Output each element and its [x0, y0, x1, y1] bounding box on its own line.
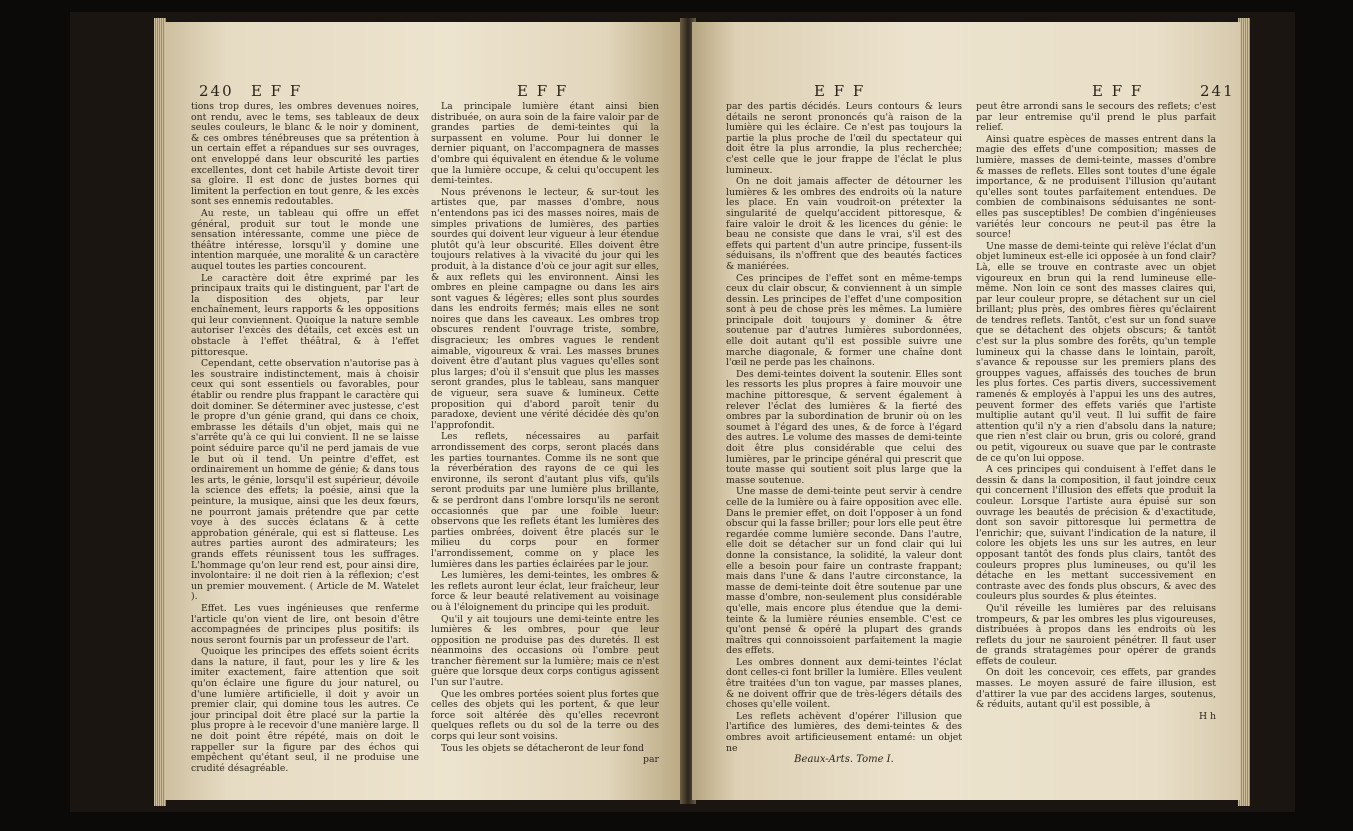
signature-mark: H h [1198, 710, 1216, 722]
paragraph: Les reflets, nécessaires au parfait arrondissement des corps, seront placés dans les parties tournantes. Comme ils ne sont que la réverbération des rayons de ce qui les environne, ils seront d'autant plus vifs, qu'ils seront produits par une lumière plus brillante, & se perdront dans l'ombre lorsqu'ils ne seront occasionnés que par une foible lueur: observons que les reflets étant les lumières des parties ombrées, doivent être placés sur le milieu du corps pour en former l'arrondissement, comme on y place les lumières dans les parties éclairées par le jour. [431, 431, 659, 570]
paragraph: Cependant, cette observation n'autorise pas à les soustraire indistinctement, mais à choisir ceux qui sont essentiels ou favorables, pour établir ou rendre plus frappant le caractère qui doit dominer. Se déterminer avec justesse, c'est le propre d'un génie grand, qui dans ce choix, embrasse les détails d'un objet, mais qui ne s'arrête qu'à ce qui lui convient. Il ne se laisse point séduire parce qu'il ne perd jamais de vue le but où il tend. Un peintre d'effet, est ordinairement un homme de génie; & dans tous les arts, le génie, lorsqu'il est supérieur, dévoile la science des effets; la poésie, ainsi que la peinture, la musique, ainsi que les deux fœurs, ne pourront jamais prétendre que par cette voye à des succès éclatans & à cette approbation générale, qui est si flatteuse. Les autres parties auront des admirateurs; les grands effets réunissent tous les suffrages. L'hommage qu'on leur rend est, pour ainsi dire, involontaire: il ne doit rien à la réflexion; c'est un premier mouvement. ( Article de M. Watelet ). [191, 358, 419, 603]
paragraph: Au reste, un tableau qui offre un effet général, produit sur tout le monde une sensation intéressante, comme une pièce de théâtre intéresse, lorsqu'il y domine une intention marquée, une moralité & un caractère auquel toutes les parties concourent. [191, 207, 419, 272]
paragraph: peut être arrondi sans le secours des reflets; c'est par leur entremise qu'il prend le plus parfait relief. [976, 101, 1216, 134]
running-head-left: E F F [251, 82, 303, 100]
paragraph: Quoique les principes des effets soient écrits dans la nature, il faut, pour les y lire & les imiter exactement, faire attention que soit qu'on éclaire une figure du jour naturel, ou d'une lumière artificielle, il doit y avoir un premier clair, qui domine tous les autres. Ce jour principal doit être placé sur la partie la plus propre à le recevoir d'une manière large. Il ne doit point être répété, mais on doit le rappeller sur la figure par des échos qui empêchent qu'étant seul, il ne produise une crudité désagréable. [191, 646, 419, 774]
paragraph: Qu'il réveille les lumières par des reluisans trompeurs, & par les ombres les plus vigoureuses, distribuées à propos dans les endroits où les reflets du jour ne sauroient pénétrer. Il faut user de grands stratagèmes pour opérer de grands effets de couleur. [976, 602, 1216, 667]
right-page [692, 22, 1240, 800]
page-number-right: 241 [1200, 82, 1235, 100]
left-column-1 [191, 102, 419, 775]
paragraph: Le caractère doit être exprimé par les principaux traits qui le distinguent, par l'art de la disposition des objets, par leur enchaînement, leurs rapports & les oppositions qui leur conviennent. Quoique la nature semble autoriser l'excès des détails, cet excès est un obstacle à l'effet théâtral, & à l'effet pittoresque. [191, 272, 419, 358]
paragraph: Les reflets achèvent d'opérer l'illusion que l'artifice des lumières, des demi-teintes & des ombres avoit artificieusement entamé: un objet ne [726, 710, 962, 754]
paragraph: tions trop dures, les ombres devenues noires, ont rendu, avec le tems, ses tableaux de deux seules couleurs, le blanc & le noir y dominent, & ces ombres ténébreuses que sa prétention à un certain effet a répandues sur ses ouvrages, ont enveloppé dans leur obscurité les parties excellentes, dont cet habile Artiste devoit tirer sa gloire. Il est donc de justes bornes qui limitent la perfection en tout genre, & les excès sont ses ennemis redoutables. [191, 101, 419, 208]
volume-footer: Beaux-Arts. Tome I. [794, 754, 894, 766]
paragraph: Une masse de demi-teinte qui relève l'éclat d'un objet lumineux est-elle ici opposée à un fond clair? Là, elle se trouve en contraste avec un objet vigoureux en brun qui la rend lumineuse elle-même. Non loin ce sont des masses claires qui, par leur couleur propre, se détachent sur un ciel brillant; plus près, des ombres fières qu'éclairent de tendres reflets. Tantôt, c'est sur un fond suave que se détachent des objets obscurs; & tantôt c'est sur la plus sombre des forêts, qu'un temple lumineux qui la chasse dans le lointain, paroît, s'avance & repousse sur les premiers plans des grouppes vagues, affaissés des touches de brun les plus fortes. Ces partis divers, successivement ramenés & employés à l'appui les uns des autres, peuvent former des effets variés que l'artiste multiplie autant qu'il veut. Il lui suffit de faire attention qu'il n'y a rien d'absolu dans la nature; que rien n'est clair ou brun, gris ou coloré, grand ou petit, vigoureux ou suave que par le contraste de ce qu'on lui oppose. [976, 240, 1216, 464]
paragraph: par des partis décidés. Leurs contours & leurs détails ne seront prononcés qu'à raison de la lumière qui les éclaire. Ce n'est pas toujours la partie la plus proche de l'œil du spectateur qui doit être la plus arrondie, la plus recherchée; c'est celle que le jour frappe de l'éclat le plus lumineux. [726, 101, 962, 176]
paragraph: Ainsi quatre espèces de masses entrent dans la magie des effets d'une composition; masses de lumière, masses de demi-teinte, masses d'ombre & masses de reflets. Elles sont toutes d'une égale importance, & ne produisent l'illusion qu'autant qu'elles sont toutes parfaitement entendues. De combien de combinaisons séduisantes ne sont-elles pas susceptibles! De combien d'ingénieuses variétés leur concours ne peut-il pas être la source! [976, 133, 1216, 241]
left-page [165, 22, 683, 800]
paragraph: A ces principes qui conduisent à l'effet dans le dessin & dans la composition, il faut joindre ceux qui concernent l'illusion des effets que produit la couleur. Lorsque l'artiste aura épuisé sur son ouvrage les beautés de précision & d'exactitude, dont son savoir pittoresque lui permettra de l'enrichir; que, suivant l'indication de la nature, il colore les objets les uns sur les autres, en leur opposant tantôt des fonds plus clairs, tantôt des couleurs propres plus lumineuses, ou qu'il les détache en les mettant successivement en contraste avec des fonds plus obscurs, & avec des couleurs plus sourdes & plus éteintes. [976, 464, 1216, 603]
paragraph: Une masse de demi-teinte peut servir à cendre celle de la lumière ou à faire opposition avec elle. Dans le premier effet, on doit l'opposer à un fond obscur qui la fasse briller; pour lors elle peut être regardée comme lumière seconde. Dans l'autre, elle doit se détacher sur un fond clair qui lui donne la consistance, la solidité, la valeur dont elle a besoin pour faire un contraste frappant; mais dans l'une & dans l'autre circonstance, la masse de demi-teinte doit être soutenue par une masse d'ombre, non-seulement plus considérable qu'elle, mais encore plus étendue que la demi-teinte & la lumière réunies ensemble. C'est ce qu'ont pensé & opéré la plupart des grands maîtres qui connoissoient parfaitement la magie des effets. [726, 486, 962, 657]
catchword: par [643, 754, 659, 766]
paragraph: Les ombres donnent aux demi-teintes l'éclat dont celles-ci font briller la lumière. Elles veulent être traitées d'un ton vague, par masses planes, & ne doivent offrir que de très-légers détails des choses qu'elle voilent. [726, 656, 962, 711]
paragraph: Que les ombres portées soient plus fortes que celles des objets qui les portent, & que leur force soit altérée dès qu'elles recevront quelques reflets ou du sol de la terre ou des corps qui leur sont voisins. [431, 688, 659, 743]
right-column-1 [726, 102, 962, 766]
page-number-left: 240 [199, 82, 234, 100]
paragraph: Nous prévenons le lecteur, & sur-tout les artistes que, par masses d'ombre, nous n'entendons pas ici des masses noires, mais de simples privations de lumières, des parties sourdes qui doivent leur vigueur à leur étendue plutôt qu'à leur obscurité. Elles doivent être toujours relatives à la vivacité du jour qui les produit, à la distance d'où ce jour agit sur elles, & aux reflets qui les environnent. Ainsi les ombres en pleine campagne ou dans les airs sont vagues & légères; elles sont plus sourdes dans les endroits fermés; mais elles ne sont noires que dans les caveaux. Les ombres trop obscures rendent l'ouvrage triste, sombre, disgracieux; les ombres vagues le rendent aimable, vigoureux & vrai. Les masses brunes doivent être d'autant plus vagues qu'elles sont plus larges; d'où il s'ensuit que plus les masses seront grandes, plus le tableau, sans manquer de vigueur, sera suave & lumineux. Cette proposition qui d'abord paroît tenir du paradoxe, devient une vérité décidée dès qu'on l'approfondit. [431, 186, 659, 431]
left-column-2 [431, 102, 659, 766]
paragraph: Les lumières, les demi-teintes, les ombres & les reflets auront leur éclat, leur fraîcheur, leur force & leur beauté relativement au voisinage ou à l'éloignement du principe qui les produit. [431, 570, 659, 613]
paragraph: Des demi-teintes doivent la soutenir. Elles sont les ressorts les plus propres à faire mouvoir une machine pittoresque, & servent également à relever l'éclat des lumières & la fierté des ombres par la subordination de brunir où on les soumet à l'égard des unes, & de force à l'égard des autres. Le volume des masses de demi-teinte doit être plus considérable que celui des lumières, par le principe général qui prescrit que toute masse qui soutient soit plus large que la masse soutenue. [726, 368, 962, 486]
open-book [70, 12, 1295, 812]
running-head-right-center: E F F [814, 82, 866, 100]
right-column-2 [976, 102, 1216, 722]
paragraph: La principale lumière étant ainsi bien distribuée, on aura soin de la faire valoir par de grandes parties de demi-teintes qui la surpassent en volume. Pour lui donner le dernier piquant, on l'accompagnera de masses d'ombre qui équivalent en étendue & le volume que la lumière occupe, & celui qu'occupent les demi-teintes. [431, 101, 659, 187]
paragraph: Qu'il y ait toujours une demi-teinte entre les lumières & les ombres, pour que leur opposition ne produise pas des duretés. Il est néanmoins des occasions où l'ombre peut trancher fièrement sur la lumière; mais ce n'est guère que lorsque deux corps contigus agissent l'un sur l'autre. [431, 613, 659, 689]
paragraph: On ne doit jamais affecter de détourner les lumières & les ombres des endroits où la nature les place. En vain voudroit-on prétexter la singularité de quelqu'accident pittoresque, & faire valoir le droit & les licences du génie: le beau ne consiste que dans le vrai, s'il est des effets qui partent d'un autre principe, fussent-ils séduisans, ils n'offrent que des beautés factices & maniérées. [726, 176, 962, 272]
running-head-left-center: E F F [517, 82, 569, 100]
paragraph: Tous les objets se détacheront de leur fond [441, 742, 645, 754]
running-head-right: E F F [1092, 82, 1144, 100]
paragraph: On doit les concevoir, ces effets, par grandes masses. Le moyen assuré de faire illusion, est d'attirer la vue par des accidens larges, soutenus, & réduits, autant qu'il est possible, à [976, 667, 1216, 711]
paragraph: Ces principes de l'effet sont en même-temps ceux du clair obscur, & conviennent à un simple dessin. Les principes de l'effet d'une composition sont à peu de chose près les mêmes. La lumière principale doit toujours y dominer & être soutenue par d'autres lumières subordonnées, elle doit autant qu'il est possible suivre une marche diagonale, & former une chaîne dont l'œil ne perde pas les chaînons. [726, 272, 962, 369]
paragraph: Effet. Les vues ingénieuses que renferme l'article qu'on vient de lire, ont besoin d'être accompagnées de principes plus positifs: ils nous seront fournis par un professeur de l'art. [191, 602, 419, 646]
